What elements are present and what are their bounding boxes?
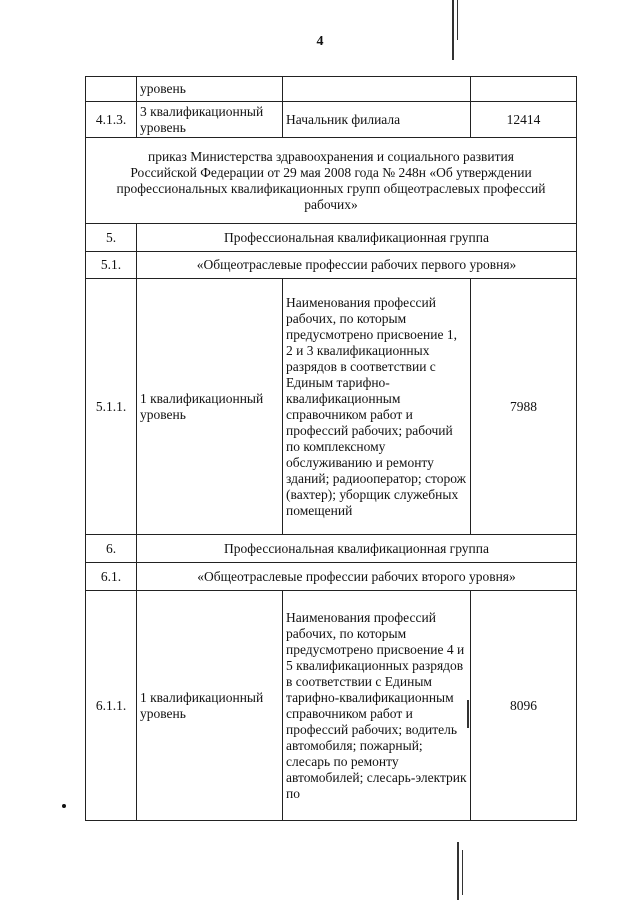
- table-row: [86, 591, 577, 821]
- page-number: 4: [316, 34, 324, 49]
- row-number: 5.1.1.: [86, 279, 137, 535]
- group-row: [86, 252, 577, 279]
- row-number: 6.1.1.: [86, 591, 137, 821]
- scan-artifact-line: [462, 850, 463, 895]
- position-list: [283, 77, 471, 102]
- salary-value: 12414: [471, 102, 577, 138]
- table-row: [86, 77, 577, 102]
- group-row: [86, 563, 577, 591]
- row-number: 4.1.3.: [86, 102, 137, 138]
- position-list: Наименования профессий рабочих, по которым предусмотрено присвоение 4 и 5 квалификационных разрядов в соответствии с Единым тарифно-квалификационным справочником работ и профессий рабочих; водитель автомобиля; пожарный; слесарь по ремонту автомобилей; слесарь-электрик по: [283, 591, 471, 821]
- qualification-level: 1 квалификационный уровень: [137, 279, 283, 535]
- scan-artifact-line: [452, 0, 454, 60]
- scan-artifact-dot: [62, 804, 66, 808]
- qualification-level: уровень: [137, 77, 283, 102]
- salary-value: [471, 77, 577, 102]
- position-list: Начальник филиала: [283, 102, 471, 138]
- order-reference: приказ Министерства здравоохранения и социального развития Российской Федерации от 29 мая 2008 года № 248н «Об утверждении профессиональных квалификационных групп общеотраслевых профессий рабочих»: [86, 138, 577, 224]
- group-title: «Общеотраслевые профессии рабочих первого уровня»: [137, 252, 577, 279]
- group-number: 6.: [86, 535, 137, 563]
- row-number: [86, 77, 137, 102]
- group-row: [86, 224, 577, 252]
- table-row: [86, 102, 577, 138]
- scan-artifact-line: [467, 700, 469, 728]
- salary-table: [85, 76, 577, 821]
- salary-value: 8096: [471, 591, 577, 821]
- table-row: [86, 279, 577, 535]
- scan-artifact-line: [457, 842, 459, 900]
- qualification-level: 1 квалификационный уровень: [137, 591, 283, 821]
- group-number: 6.1.: [86, 563, 137, 591]
- position-list: Наименования профессий рабочих, по которым предусмотрено присвоение 1, 2 и 3 квалификационных разрядов в соответствии с Единым тарифно-квалификационным справочником работ и профессий рабочих; рабочий по комплексному обслуживанию и ремонту зданий; радиооператор; сторож (вахтер); уборщик служебных помещений: [283, 279, 471, 535]
- group-number: 5.: [86, 224, 137, 252]
- group-title: «Общеотраслевые профессии рабочих второго уровня»: [137, 563, 577, 591]
- group-row: [86, 535, 577, 563]
- order-row: [86, 138, 577, 224]
- salary-value: 7988: [471, 279, 577, 535]
- group-number: 5.1.: [86, 252, 137, 279]
- group-title: Профессиональная квалификационная группа: [137, 224, 577, 252]
- qualification-level: 3 квалификационный уровень: [137, 102, 283, 138]
- group-title: Профессиональная квалификационная группа: [137, 535, 577, 563]
- scan-artifact-line: [457, 0, 458, 40]
